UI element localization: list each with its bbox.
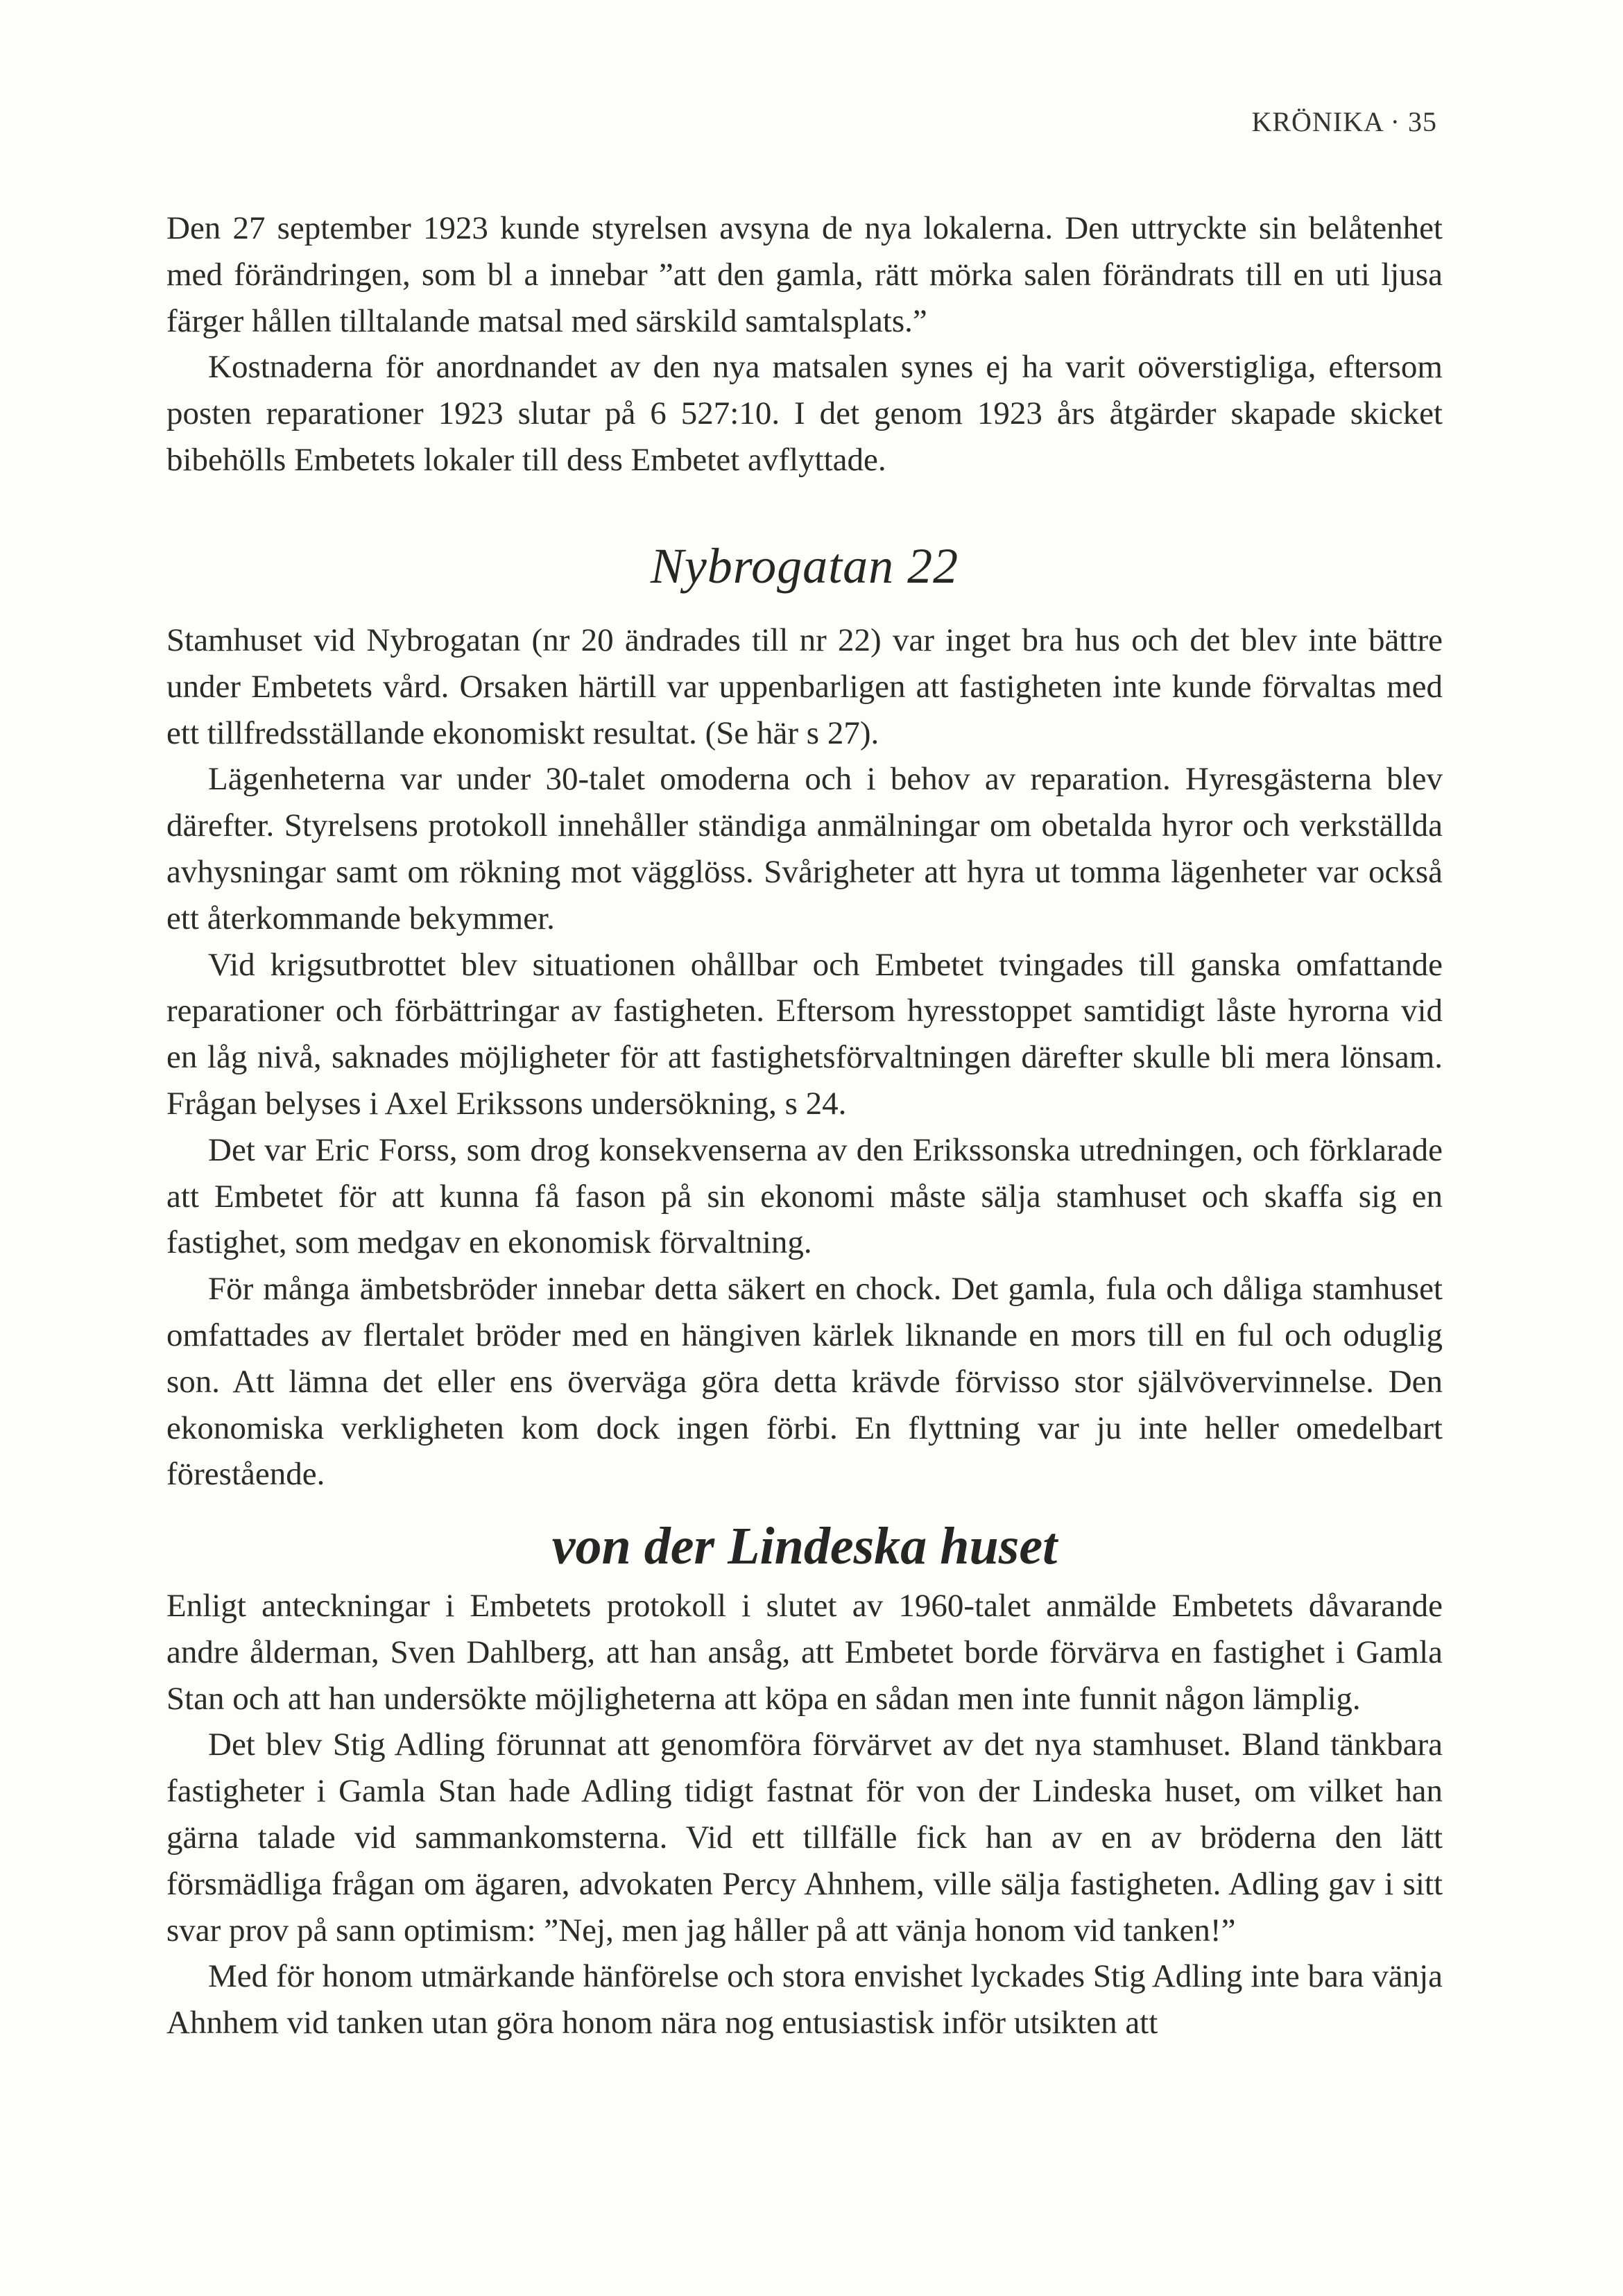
nybrogatan-text-block bbox=[166, 617, 1443, 1498]
lindeska-text-block bbox=[166, 1583, 1443, 2046]
paragraph: För många ämbetsbröder innebar detta säkert en chock. Det gamla, fula och dåliga stamhuset omfattades av flertalet bröder med en hängiven kärlek liknande en mors till en ful och oduglig son. Att lämna det eller ens överväga göra detta krävde förvisso stor självövervinnelse. Den ekonomiska verkligheten kom dock ingen förbi. En flyttning var ju inte heller omedelbart förestående. bbox=[166, 1271, 1443, 1493]
paragraph: Det blev Stig Adling förunnat att genomföra förvärvet av det nya stamhuset. Bland tänkbara fastigheter i Gamla Stan hade Adling tidigt fastnat för von der Lindeska huset, om vilket han gärna talade vid sammankomsterna. Vid ett tillfälle fick han av en av bröderna den lätt försmädliga frågan om ägaren, advokaten Percy Ahnhem, ville sälja fastigheten. Adling gav i sitt svar prov på sann optimism: ”Nej, men jag håller på att vänja honom vid tanken!” bbox=[166, 1727, 1443, 1948]
paragraph: Det var Eric Forss, som drog konsekvenserna av den Erikssonska utredningen, och förklarade att Embetet för att kunna få fason på sin ekonomi måste sälja stamhuset och skaffa sig en fastighet, som medgav en ekonomisk förvaltning. bbox=[166, 1131, 1443, 1261]
paragraph: Med för honom utmärkande hänförelse och stora envishet lyckades Stig Adling inte bara vänja Ahnhem vid tanken utan göra honom nära nog entusiastisk inför utsikten att bbox=[166, 1958, 1443, 2041]
paragraph: Lägenheterna var under 30-talet omoderna och i behov av reparation. Hyresgästerna blev därefter. Styrelsens protokoll innehåller ständiga anmälningar om obetalda hyror och verkställda avhysningar samt om rökning mot vägglöss. Svårigheter att hyra ut tomma lägenheter var också ett återkommande bekymmer. bbox=[166, 761, 1443, 936]
paragraph: Stamhuset vid Nybrogatan (nr 20 ändrades till nr 22) var inget bra hus och det blev inte bättre under Embetets vård. Orsaken härtill var uppenbarligen att fastigheten inte kunde förvaltas med ett tillfredsställande ekonomiskt resultat. (Se här s 27). bbox=[166, 622, 1443, 751]
section-heading-lindeska: von der Lindeska huset bbox=[551, 1517, 1058, 1575]
paragraph: Den 27 september 1923 kunde styrelsen avsyna de nya lokalerna. Den uttryckte sin belåtenhet med förändringen, som bl a innebar ”att den gamla, rätt mörka salen förändrats till en uti ljusa färger hållen tilltalande matsal med särskild samtalsplats.” bbox=[166, 210, 1443, 339]
paragraph: Enligt anteckningar i Embetets protokoll i slutet av 1960-talet anmälde Embetets dåvarande andre ålderman, Sven Dahlberg, att han ansåg, att Embetet borde förvärva en fastighet i Gamla Stan och att han undersökte möjligheterna att köpa en sådan men inte funnit någon lämplig. bbox=[166, 1588, 1443, 1717]
intro-text-block bbox=[166, 205, 1443, 483]
running-head: KRÖNIKA · 35 bbox=[1251, 106, 1437, 137]
paragraph: Vid krigsutbrottet blev situationen ohållbar och Embetet tvingades till ganska omfattande reparationer och förbättringar av fastigheten. Eftersom hyresstoppet samtidigt låste hyrorna vid en låg nivå, saknades möjligheter för att fastighetsförvaltningen därefter skulle bli mera lönsam. Frågan belyses i Axel Erikssons undersökning, s 24. bbox=[166, 946, 1443, 1122]
paragraph: Kostnaderna för anordnandet av den nya matsalen synes ej ha varit oöverstigliga, eftersom posten reparationer 1923 slutar på 6 527:10. I det genom 1923 års åtgärder skapade skicket bibehölls Embetets lokaler till dess Embetet avflyttade. bbox=[166, 349, 1443, 478]
section-heading-nybrogatan: Nybrogatan 22 bbox=[650, 538, 959, 594]
